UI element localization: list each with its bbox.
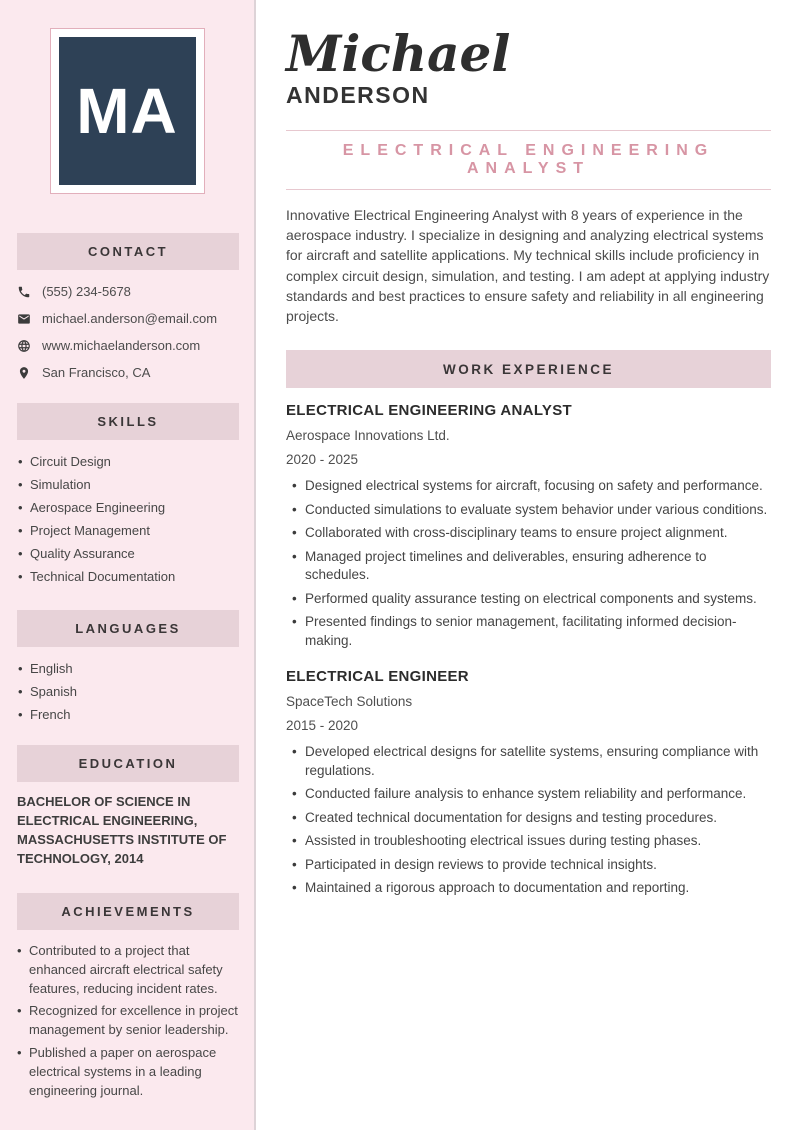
main-content — [256, 0, 800, 1130]
languages-section-title: LANGUAGES — [75, 621, 181, 636]
phone-number: (555) 234-5678 — [42, 284, 131, 299]
job-entry — [286, 668, 771, 898]
skill-item: • Circuit Design — [17, 450, 239, 473]
skill-item: • Simulation — [17, 473, 239, 496]
skill-item: • Quality Assurance — [17, 542, 239, 565]
achievement-item: • Contributed to a project that enhanced aircraft electrical safety features, reducing incident rates. — [17, 942, 240, 998]
achievements-section-title: ACHIEVEMENTS — [61, 904, 195, 919]
location-icon — [17, 366, 31, 380]
job-bullets — [286, 743, 771, 898]
education-section-header — [17, 745, 239, 782]
divider-bottom — [286, 189, 771, 190]
role-title: ELECTRICAL ENGINEERING ANALYST — [342, 142, 715, 177]
languages-section-header — [17, 610, 239, 647]
last-name: ANDERSON — [286, 82, 430, 108]
skill-item: • Technical Documentation — [17, 565, 239, 588]
job-entry — [286, 402, 771, 650]
job-bullet: • Performed quality assurance testing on electrical components and systems. — [286, 590, 771, 609]
professional-summary: Innovative Electrical Engineering Analyst with 8 years of experience in the aerospace industry. I specialize in designing and analyzing electrical systems for aircraft and satellite applications. My technical skills include proficiency in complex circuit design, simulation, and testing. I am adept at applying industry standards and best practices to ensure safety and reliability in all engineering projects. — [286, 207, 770, 325]
job-title: ELECTRICAL ENGINEERING ANALYST — [286, 402, 572, 420]
phone-icon — [17, 285, 31, 299]
language-item: • Spanish — [17, 680, 239, 703]
job-bullet: • Managed project timelines and deliverables, ensuring adherence to schedules. — [286, 548, 771, 585]
job-bullet: • Designed electrical systems for aircraft, focusing on safety and performance. — [286, 477, 771, 496]
language-item: • French — [17, 703, 239, 726]
skill-item: • Project Management — [17, 519, 239, 542]
education-section-title: EDUCATION — [78, 756, 178, 771]
achievements-list — [17, 942, 240, 1100]
job-bullet: • Presented findings to senior management, facilitating informed decision-making. — [286, 613, 771, 650]
education-degree: BACHELOR OF SCIENCE IN ELECTRICAL ENGINEERING, MASSACHUSETTS INSTITUTE OF TECHNOLOGY, 2014 — [17, 794, 227, 866]
job-dates: 2020 - 2025 — [286, 452, 359, 468]
achievement-item: • Recognized for excellence in project management by senior leadership. — [17, 1002, 240, 1040]
sidebar — [0, 0, 256, 1130]
job-bullet: • Created technical documentation for designs and testing procedures. — [286, 809, 771, 828]
contact-list — [17, 278, 239, 386]
contact-item-phone — [17, 278, 239, 305]
job-bullet: • Developed electrical designs for satellite systems, ensuring compliance with regulations. — [286, 743, 771, 780]
contact-section-title: CONTACT — [87, 244, 169, 259]
achievement-item: • Published a paper on aerospace electrical systems in a leading engineering journal. — [17, 1044, 240, 1100]
email-address: michael.anderson@email.com — [42, 311, 218, 326]
work-experience-header — [286, 350, 771, 388]
achievements-section-header — [17, 893, 239, 930]
work-experience-title: WORK EXPERIENCE — [442, 361, 615, 377]
job-bullet: • Maintained a rigorous approach to documentation and reporting. — [286, 879, 771, 898]
skills-section-header — [17, 403, 239, 440]
job-bullet: • Conducted simulations to evaluate system behavior under various conditions. — [286, 501, 771, 520]
contact-item-email — [17, 305, 239, 332]
monogram-frame — [50, 28, 205, 194]
language-item: • English — [17, 657, 239, 680]
email-icon — [17, 312, 31, 326]
first-name: Michael — [286, 24, 511, 83]
location-text: San Francisco, CA — [42, 365, 151, 380]
monogram: MA — [59, 37, 196, 185]
job-bullet: • Assisted in troubleshooting electrical issues during testing phases. — [286, 832, 771, 851]
contact-item-location — [17, 359, 239, 386]
jobs-container — [286, 402, 771, 898]
contact-item-website — [17, 332, 239, 359]
globe-icon — [17, 339, 31, 353]
job-title: ELECTRICAL ENGINEER — [286, 668, 469, 686]
job-bullets — [286, 477, 771, 650]
languages-list — [17, 657, 239, 726]
contact-section-header — [17, 233, 239, 270]
skills-list — [17, 450, 239, 588]
job-company: Aerospace Innovations Ltd. — [286, 428, 450, 444]
job-dates: 2015 - 2020 — [286, 718, 359, 734]
job-bullet: • Collaborated with cross-disciplinary teams to ensure project alignment. — [286, 524, 771, 543]
skills-section-title: SKILLS — [97, 414, 159, 429]
job-bullet: • Conducted failure analysis to enhance system reliability and performance. — [286, 785, 771, 804]
skill-item: • Aerospace Engineering — [17, 496, 239, 519]
job-company: SpaceTech Solutions — [286, 694, 413, 710]
website-url: www.michaelanderson.com — [42, 338, 201, 353]
job-bullet: • Participated in design reviews to provide technical insights. — [286, 856, 771, 875]
